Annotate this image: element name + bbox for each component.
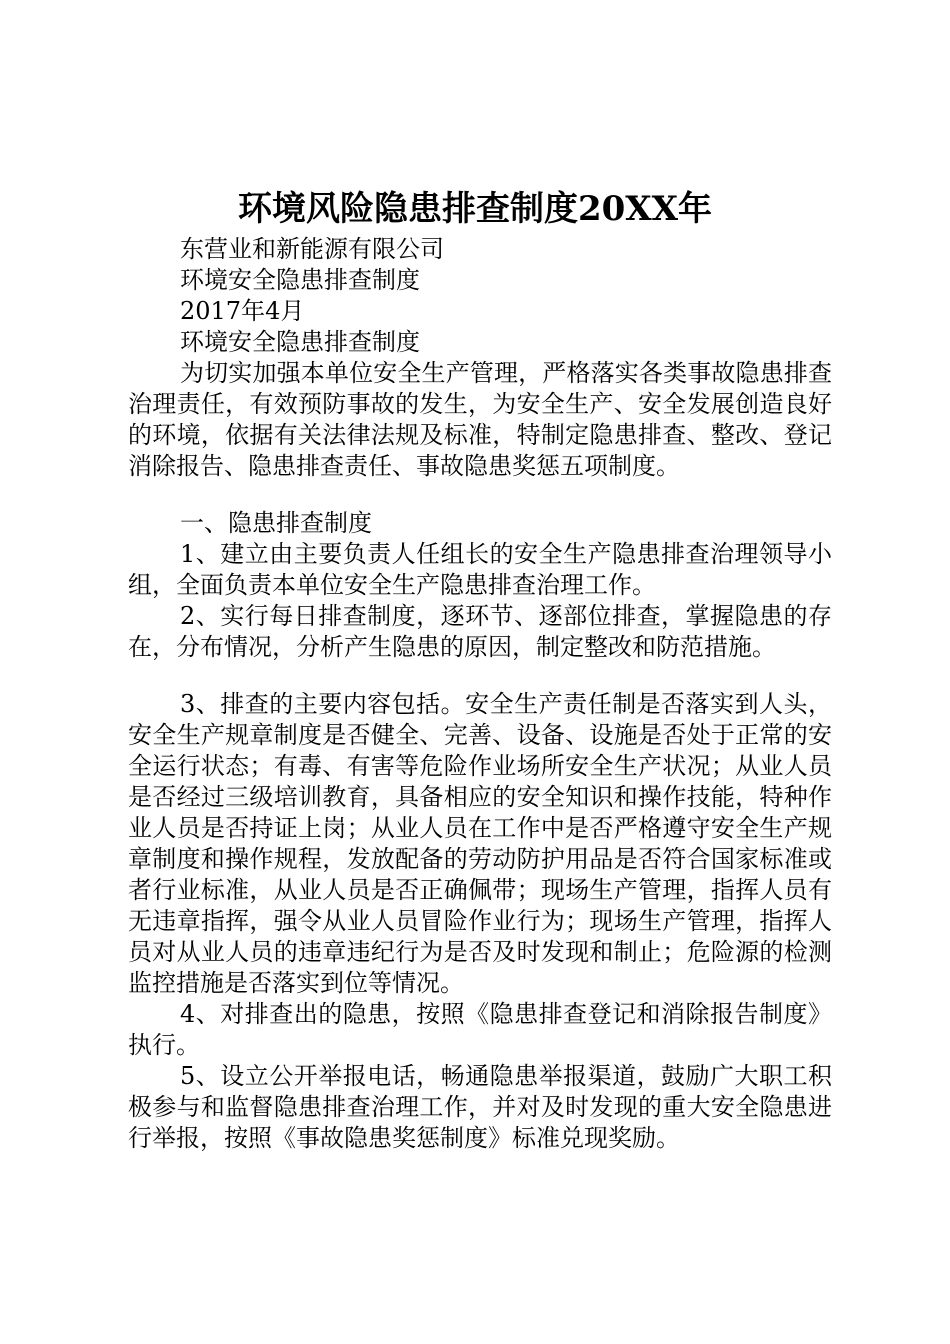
section-title: 一、隐患排查制度 xyxy=(180,509,372,537)
document-subtitle: 环境安全隐患排查制度 xyxy=(180,266,420,294)
item-1: 1、建立由主要负责人任组长的安全生产隐患排查治理领导小组，全面负责本单位安全生产隐患排查治理工作。 xyxy=(128,540,832,599)
document-body xyxy=(128,234,832,1154)
intro-paragraph: 为切实加强本单位安全生产管理，严格落实各类事故隐患排查治理责任，有效预防事故的发生，为安全生产、安全发展创造良好的环境，依据有关法律法规及标准，特制定隐患排查、整改、登记消除报告、隐患排查责任、事故隐患奖惩五项制度。 xyxy=(128,359,832,480)
item-4: 4、对排查出的隐患，按照《隐患排查登记和消除报告制度》执行。 xyxy=(128,1000,832,1059)
document-date: 2017年4月 xyxy=(180,297,305,325)
document-title: 环境风险隐患排查制度20XX年 xyxy=(237,189,713,229)
company-name: 东营业和新能源有限公司 xyxy=(180,235,444,263)
item-2: 2、实行每日排查制度，逐环节、逐部位排查，掌握隐患的存在，分布情况，分析产生隐患的原因，制定整改和防范措施。 xyxy=(128,602,832,661)
item-3: 3、排查的主要内容包括。安全生产责任制是否落实到人头，安全生产规章制度是否健全、完善、设备、设施是否处于正常的安全运行状态；有毒、有害等危险作业场所安全生产状况；从业人员是否经过三级培训教育，具备相应的安全知识和操作技能，特种作业人员是否持证上岗；从业人员在工作中是否严格遵守安全生产规章制度和操作规程，发放配备的劳动防护用品是否符合国家标准或者行业标准，从业人员是否正确佩带；现场生产管理，指挥人员有无违章指挥，强令从业人员冒险作业行为；现场生产管理，指挥人员对从业人员的违章违纪行为是否及时发现和制止；危险源的检测监控措施是否落实到位等情况。 xyxy=(128,690,832,997)
document-heading: 环境安全隐患排查制度 xyxy=(180,328,420,356)
item-5: 5、设立公开举报电话，畅通隐患举报渠道，鼓励广大职工积极参与和监督隐患排查治理工作，并对及时发现的重大安全隐患进行举报，按照《事故隐患奖惩制度》标准兑现奖励。 xyxy=(128,1062,832,1152)
